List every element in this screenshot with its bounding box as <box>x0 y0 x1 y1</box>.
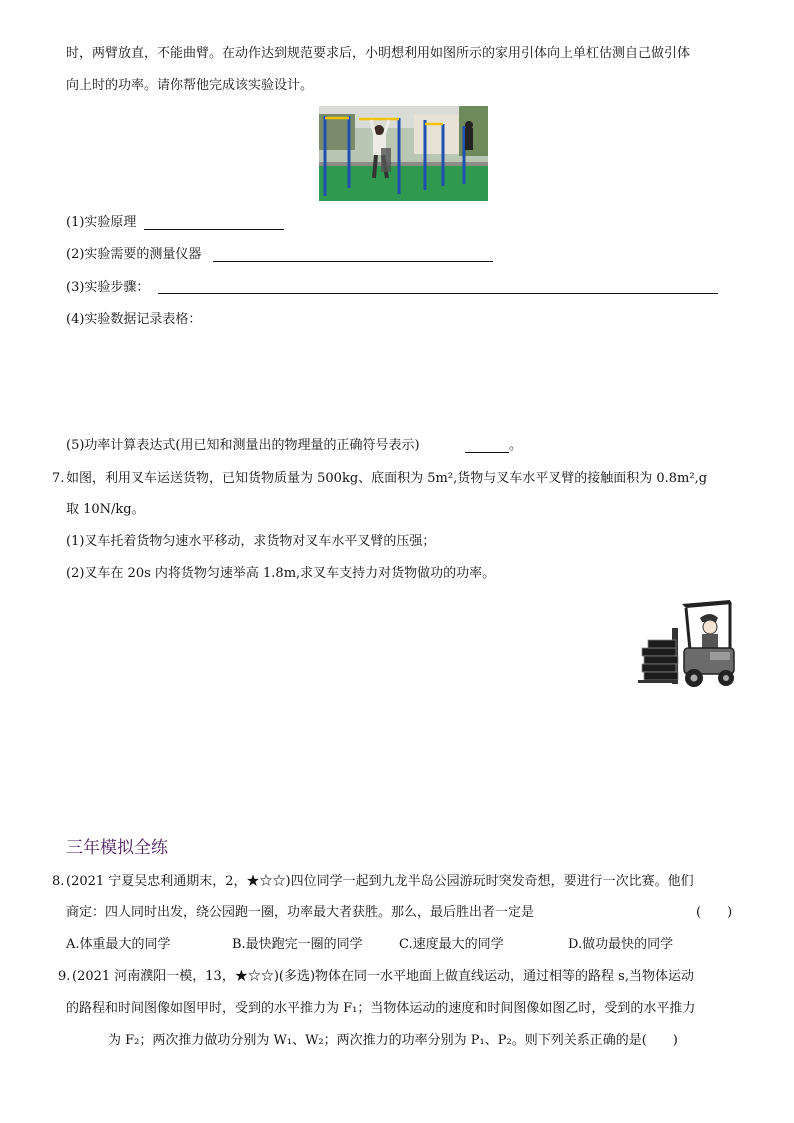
section-title: 三年模拟全练 <box>66 838 168 858</box>
q7-number: 7. <box>52 471 65 486</box>
q8-option-b[interactable]: B.最快跑完一圈的同学 <box>232 937 363 952</box>
pull-up-bar-photo <box>319 106 488 201</box>
q6-item-4: (4)实验数据记录表格： <box>66 312 202 327</box>
q6-item-3: (3)实验步骤： <box>66 280 150 295</box>
q9-line-2: 的路程和时间图像如图甲时，受到的水平推力为 F₁；当物体运动的速度和时间图像如图乙时，受到的水平推力 <box>66 1001 696 1016</box>
q8-line-2: 商定：四人同时出发，绕公园跑一圈，功率最大者获胜。那么，最后胜出者一定是 <box>66 905 535 920</box>
q6-item-1: (1)实验原理 <box>66 215 137 230</box>
q8-answer-bracket[interactable]: ( ) <box>696 905 733 920</box>
answer-blank-3[interactable] <box>158 293 718 294</box>
intro-line-2: 向上时的功率。请你帮他完成该实验设计。 <box>66 78 314 93</box>
q6-item-2: (2)实验需要的测量仪器 <box>66 247 202 262</box>
q8-option-a[interactable]: A.体重最大的同学 <box>66 937 171 952</box>
answer-blank-5[interactable] <box>465 452 509 453</box>
q7-line-1: 如图，利用叉车运送货物，已知货物质量为 500kg、底面积为 5m²,货物与叉车水平叉臂的接触面积为 0.8m²,g <box>66 471 708 486</box>
q9-line-1: (2021 河南濮阳一模，13，★☆☆)(多选)物体在同一水平地面上做直线运动，通过相等的路程 s,当物体运动 <box>72 969 694 984</box>
q9-number: 9. <box>58 969 71 984</box>
q7-sub-1: (1)叉车托着货物匀速水平移动，求货物对叉车水平叉臂的压强； <box>66 534 436 549</box>
forklift-illustration <box>638 598 738 690</box>
q7-sub-2: (2)叉车在 20s 内将货物匀速举高 1.8m,求叉车支持力对货物做功的功率。 <box>66 566 496 581</box>
answer-blank-2[interactable] <box>213 261 493 262</box>
q8-number: 8. <box>52 874 65 889</box>
q8-line-1: (2021 宁夏吴忠利通期末，2，★☆☆)四位同学一起到九龙半岛公园游玩时突发奇想，要进行一次比赛。他们 <box>66 874 694 889</box>
q6-item-5-end: 。 <box>509 438 523 453</box>
intro-line-1: 时，两臂放直，不能曲臂。在动作达到规范要求后，小明想利用如图所示的家用引体向上单杠估测自己做引体 <box>66 46 691 61</box>
q6-item-5: (5)功率计算表达式(用已知和测量出的物理量的正确符号表示) <box>66 438 420 453</box>
q8-option-d[interactable]: D.做功最快的同学 <box>568 937 674 952</box>
answer-blank-1[interactable] <box>144 229 284 230</box>
q8-option-c[interactable]: C.速度最大的同学 <box>399 937 504 952</box>
q9-line-3: 为 F₂；两次推力做功分别为 W₁、W₂；两次推力的功率分别为 P₁、P₂。则下列关系正确的是( ) <box>108 1033 678 1048</box>
q7-line-2: 取 10N/kg。 <box>66 502 145 517</box>
